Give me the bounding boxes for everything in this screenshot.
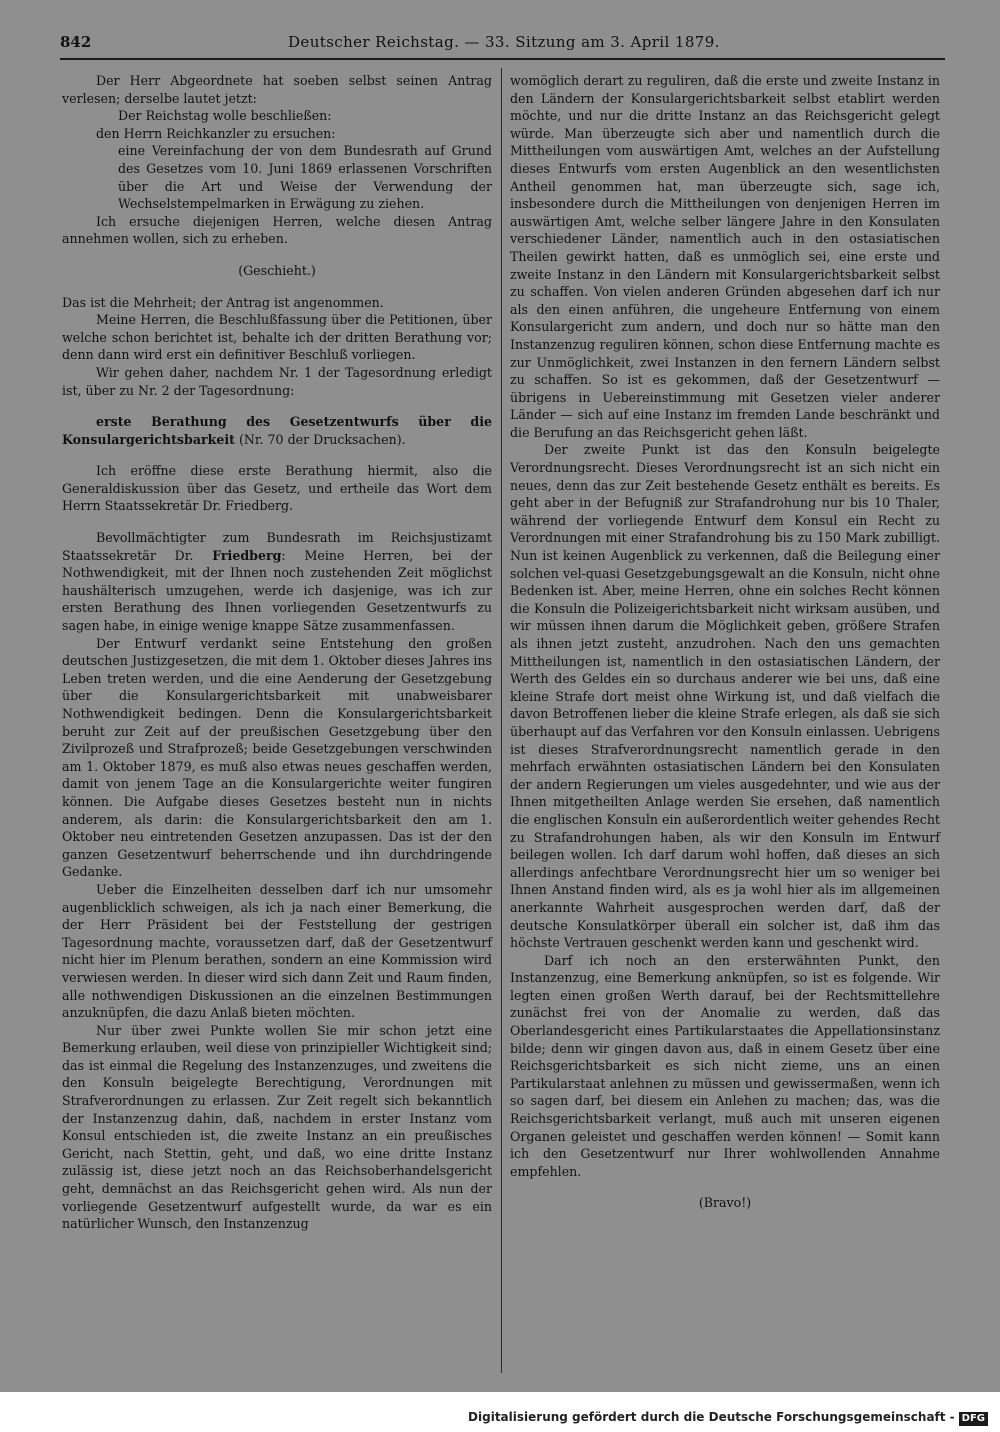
quoted-motion-line: den Herrn Reichkanzler zu ersuchen:: [96, 125, 336, 141]
agenda-item-title: erste Berathung des Gesetzentwurfs über die Konsulargerichtsbarkeit: [62, 414, 492, 447]
running-title: Deutscher Reichstag. — 33. Sitzung am 3. April 1879.: [288, 33, 720, 51]
paragraph: Wir gehen daher, nachdem Nr. 1 der Tagesordnung erledigt ist, über zu Nr. 2 der Tagesordnung:: [62, 364, 492, 398]
paragraph: womöglich derart zu reguliren, daß die erste und zweite Instanz in den Ländern der Konsulargerichtsbarkeit selbst etablirt werden möchte, und nur die dritte Instanz an das Reichsgericht gelegt würde. Man überzeugte sich aber und namentlich durch die Mittheilungen vom auswärtigen Amt, welches an der Aufstellung dieses Entwurfs vom ersten Augenblick an den wesentlichsten Antheil genommen hat, man überzeugte sich, sage ich, insbesondere durch die Mittheilungen von denjenigen Herren im auswärtigen Amt, welche selber längere Jahre in den Konsulaten verschiedener Länder, namentlich auch in den ostasiatischen Theilen gewirkt hatten, daß es unmöglich sei, eine erste und zweite Instanz in den Ländern mit Konsulargerichtsbarkeit selbst zu schaffen. Von vielen anderen Gründen abgesehen darf ich nur als den einen anführen, die ungeheure Entfernung von einem Konsulargericht zum andern, und doch nur so hätte man den Instanzenzug reguliren können, schon diese Entfernung machte es zur Unmöglichkeit, zwei Instanzen in den fernern Ländern selbst zu schaffen. So ist es gekommen, daß der Gesetzentwurf — übrigens in Uebereinstimmung mit Gesetzen vieler anderer Länder — sich auf eine Instanz im fremden Lande beschränkt und die Berufung an das Reichsgericht gehen läßt.: [510, 73, 940, 440]
paragraph: Ich eröffne diese erste Berathung hiermit, also die Generaldiskussion über das Gesetz, und ertheile das Wort dem Herrn Staatssekretär Dr. Friedberg.: [62, 463, 492, 514]
paragraph: Nur über zwei Punkte wollen Sie mir schon jetzt eine Bemerkung erlauben, weil diese von prinzipieller Wichtigkeit sind; das ist einmal die Regelung des Instanzenzuges, und zweitens die den Konsuln beigelegte Berechtigung, Verordnungen mit Strafverordnungen zu erlassen. Zur Zeit regelt sich bekanntlich der Instanzenzug dahin, daß, nachdem in erster Instanz vom Konsul entschieden ist, die zweite Instanz an ein preußisches Gericht, nach Stettin, geht, und daß, wo eine dritte Instanz zulässig ist, diese jetzt noch an das Reichsoberhandelsgericht geht, demnächst an das Reichsgericht gehen wird. Als nun der vorliegende Gesetzentwurf aufgestellt wurde, da war es ein natürlicher Wunsch, den Instanzenzug: [62, 1022, 492, 1232]
paragraph: Meine Herren, die Beschlußfassung über die Petitionen, über welche schon berichtet ist, behalte ich der dritten Berathung vor; denn dann wird erst ein definitiver Beschluß vorliegen.: [62, 312, 492, 363]
paragraph: Das ist die Mehrheit; der Antrag ist angenommen.: [62, 294, 384, 310]
dfg-logo: DFG: [959, 1412, 988, 1426]
paragraph: Der zweite Punkt ist das den Konsuln beigelegte Verordnungsrecht. Dieses Verordnungsrecht ist an sich nicht ein neues, denn das zur Zeit bestehende Gesetz enthält es bereits. Es geht aber in der Befugniß zur Strafandrohung nur bis 10 Thaler, während der vorliegende Entwurf dem Konsul ein Recht zu Verordnungen mit einer Strafandrohung bis zu 150 Mark zubilligt. Nun ist keinen Augenblick zu verkennen, daß die Beilegung einer solchen vel-quasi Gesetzgebungsgewalt an die Konsuln, nicht ohne Bedenken ist. Aber, meine Herren, ohne ein solches Recht können die Konsuln die Polizeigerichtsbarkeit nicht wirksam ausüben, und wir müssen ihnen darum die Möglichkeit geben, größere Strafen als ihnen jetzt zusteht, anzudrohen. Nach den uns gemachten Mittheilungen ist, namentlich in den ostasiatischen Ländern, der Werth des Geldes ein so durchaus anderer wie bei uns, daß eine kleine Strafe dort meist ohne Wirkung ist, und daß vielfach die davon Betroffenen lieber die kleine Strafe erlegen, als daß sie sich überhaupt auf das Verfahren vor den Konsuln einlassen. Uebrigens ist dieses Strafverordnungsrecht namentlich gerade in den mehrfach erwähnten ostasiatischen Ländern bei den Konsulaten der andern Regierungen um vieles ausgedehnter, und wie aus der Ihnen mitgetheilten Anlage werden Sie ersehen, daß namentlich die englischen Konsuln ein außerordentlich weiter gehendes Recht zu Strafandrohungen haben, als wir den Konsuln im Entwurf beilegen wollen. Ich darf darum wohl hoffen, daß dieses an sich allerdings anfechtbare Verordnungsrecht hier um so weniger bei Ihnen Anstand finden wird, als es ja wohl hier als im allgemeinen anerkannte Wahrheit ausgesprochen werden darf, daß der deutsche Konsulatkörper überall ein solcher ist, daß ihm das höchste Vertrauen geschenkt werden kann und geschenkt wird.: [510, 442, 940, 951]
agenda-item: [62, 413, 492, 448]
agenda-item-ref: (Nr. 70 der Drucksachen).: [234, 431, 406, 447]
speaker-role: Bevollmächtigter zum Bundesrath im Reichsjustizamt Staatssekretär Dr.: [62, 530, 492, 563]
digitization-credit: [468, 1408, 988, 1426]
quoted-motion-text: eine Vereinfachung der von dem Bundesrath auf Grund des Gesetzes vom 10. Juni 1869 erlassenen Vorschriften über die Art und Weise der Verwendung der Wechselstempelmarken in Erwägung zu ziehen.: [118, 143, 492, 212]
page-number: 842: [60, 33, 92, 51]
speaker-name: Friedberg: [212, 547, 282, 563]
credit-text: Digitalisierung gefördert durch die Deutsche Forschungsgemeinschaft -: [468, 1410, 955, 1424]
quoted-motion-line: Der Reichstag wolle beschließen:: [118, 108, 332, 124]
paragraph: Darf ich noch an den ersterwähnten Punkt, den Instanzenzug, eine Bemerkung anknüpfen, so ist es folgende. Wir legten einen großen Werth darauf, bei der Rechtsmittellehre zunächst frei von der Anomalie zu werden, daß das Oberlandesgericht eines Partikularstaates die Appellationsinstanz bilde; denn wir gingen davon aus, daß in einem Gesetz über eine Reichsgerichtsbarkeit es sich nicht zieme, uns an einen Partikularstaat anlehnen zu müssen und gewissermaßen, wenn ich so sagen darf, bei diesem ein Anlehen zu machen; das, was die Reichsgerichtsbarkeit verlangt, muß auch mit unseren eigenen Organen geleistet und geschaffen werden können! — Somit kann ich den Gesetzentwurf nur Ihrer wohlwollenden Annahme empfehlen.: [510, 952, 940, 1179]
column-divider: [501, 68, 502, 1373]
speech-text: : Meine Herren, bei der Nothwendigkeit, mit der Ihnen noch zustehenden Zeit möglichst haushälterisch umzugehen, werde ich dasjenige, was ich zur ersten Berathung des Ihnen vorliegenden Gesetzentwurfs zu sagen habe, in einige wenige knappe Sätze zusammenfassen.: [62, 547, 492, 634]
paragraph: Ich ersuche diejenigen Herren, welche diesen Antrag annehmen wollen, sich zu erheben.: [62, 213, 492, 247]
paragraph: Ueber die Einzelheiten desselben darf ich nur umsomehr augenblicklich schweigen, als ich ja nach einer Bemerkung, die der Herr Präsident bei der Feststellung der gestrigen Tagesordnung machte, voraussetzen darf, daß der Gesetzentwurf nicht hier im Plenum berathen, sondern an eine Kommission wird verwiesen werden. In dieser wird sich dann Zeit und Raum finden, alle nothwendigen Diskussionen an die einzelnen Bestimmungen anzuknüpfen, die dazu Anlaß bieten möchten.: [62, 881, 492, 1021]
paragraph: Der Herr Abgeordnete hat soeben selbst seinen Antrag verlesen; derselbe lautet jetzt:: [62, 73, 492, 106]
right-column: [510, 72, 940, 1212]
left-column: [62, 72, 492, 1233]
paragraph: Der Entwurf verdankt seine Entstehung den großen deutschen Justizgesetzen, die mit dem 1. Oktober dieses Jahres ins Leben treten werden, und die eine Aenderung der Gesetzgebung über die Konsulargerichtsbarkeit mit unabweisbarer Nothwendigkeit bedingen. Denn die Konsulargerichtsbarkeit beruht zur Zeit auf der preußischen Gesetzgebung über den Zivilprozeß und Strafprozeß; beide Gesetzgebungen verschwinden am 1. Oktober 1879, es muß also etwas neues geschaffen werden, damit von jenem Tage an die Konsulargerichte weiter fungiren können. Die Aufgabe dieses Gesetzes besteht nun in nichts anderem, als darin: die Konsulargerichtsbarkeit den am 1. Oktober neu eintretenden Gesetzen anzupassen. Das ist der den ganzen Gesetzentwurf beherrschende und ihn durchdringende Gedanke.: [62, 635, 492, 880]
stage-direction: (Bravo!): [698, 1195, 752, 1211]
stage-direction: (Geschieht.): [238, 262, 316, 278]
page-header: [60, 30, 945, 60]
speech-opening: [62, 529, 492, 635]
